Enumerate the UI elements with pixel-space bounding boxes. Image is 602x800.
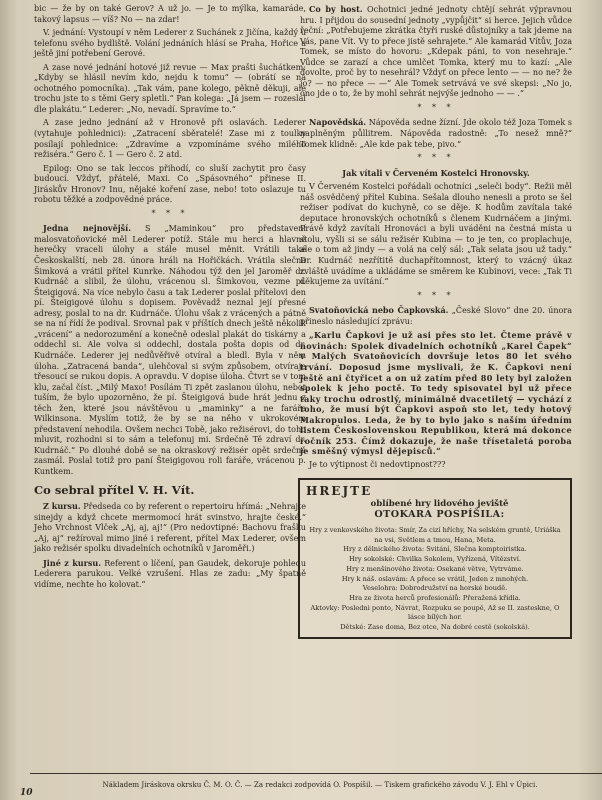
ad-line: Veselohra: Dobrodružství na horské boudě. <box>362 584 508 593</box>
paragraph: Je to výtipnost či nedovtipnost??? <box>309 459 446 469</box>
article-lead: Z kursu. <box>43 501 81 512</box>
ad-line: Aktovky: Posledni ponto, Návrat, Rozpuku se poupě, Až se II. zasteskne, O lásce bílých hor. <box>310 603 560 622</box>
section-separator: * * * <box>417 290 455 300</box>
ad-line: Hra ze života herců profesionálů: Přeražená křídla. <box>349 593 521 602</box>
article-paragraph <box>300 305 572 327</box>
ad-title: HREJTE <box>306 484 373 499</box>
section-separator: * * * <box>151 208 189 218</box>
article-lead: Napovědská. <box>309 117 367 128</box>
advertisement-box <box>298 478 572 638</box>
left-column <box>34 4 306 593</box>
right-column <box>300 4 572 639</box>
section-separator: * * * <box>417 153 455 163</box>
paragraph: Epilog: Ono se tak leccos přihodí, co sluší zachytit pro časy budoucí. Vždyť, přátelé, Maxi. Co „Spásovného“ přinese II. Jiráskův Hronov? Inu, nějaké koření zase, nebo! toto oslazuje tu robotu těžké a zodpovědné práce. <box>34 163 306 205</box>
quote-paragraph: „Karlu Čapkovi je už asi přes sto let. Čteme právě v novinách: Spolek divadelních ochotníků „Karel Čapek“ v Malých Svatoňovicích dovršuje letos 80 let svého trvání. Doposud jsme myslivali, že K. Čapkovi není ještě ani čtyřicet a on už zatím před 80 lety byl založen spolek k jeho poctě. To tedy spisovatel byl už přece taky trochu odrostlý, minimálně dvacetiletý — vychází z toho, že musí být Čapkovi aspoň sto let, tedy hotový Makropulos. Leda, že by to bylo jako s naším úředním listem Československou Republikou, která má dokonce ročník 253. Čímž dokazuje, že naše třísetaletá poroba je směšný výmysl dějepisců.“ <box>300 330 572 457</box>
article-body: Ochotnici jedné jednoty chtějí sehrát výpravnou hru. I přijdou do sousední jednoty „vypůjčit“ si herce. Jejich vůdce řeční: „Potřebujeme zkrátka čtyři ruské důstojníky a tak jdeme na Vás, pane Vít. Vy to přece jistě sehrajete.“ Ale kamarád Vítův, Joza Tomek, se místo do hovoru: „Kdepak páni, to von nesehraje.“ Vůdce se zarazí a chce umlčet Tomka, který mu to kazí: „Ale dovolte, proč by to nesehrál? Vždyť on přece lento — — no ne? že jo? — no přece — —“ Ale Tomek setrvává ve své skepsi: „No jo, ono jde o to, že by mohl sehrát nejvýše jednoho — — .“ <box>300 5 572 99</box>
footer-imprint: Nákladem Jiráskova okrsku Č. M. O. Č. — Za redakci zodpovídá O. Pospíšil. — Tiskem grafického závodu V. J. Ehl v Úpici. <box>102 780 538 789</box>
paragraph: bic — že by on také Gerov? A už jo. — Je to mýlka, kamaráde, takový lapsus — víš? No — na zdar! <box>34 4 306 24</box>
paragraph: A zase nové jednání hotové již revue — Max prašti šuchátkem: „Kdyby se hlásil nevím kdo, nejdu k tomu“ — (obrátí se na ochotného pomocníka). „Tak vám, pane kolego, pěkně děkuji, ale trochu jste to s těmi Gery spletli.“ Pan kolega: „Já jsem — rozeslal dle plakátu.“ Lederer: „No, nevadí. Spravíme to.“ <box>34 62 306 114</box>
article-body: „České Slovo“ dne 20. února přineslo následující zprávu: <box>300 306 572 326</box>
article-lead: Jedna nejnovější. <box>43 223 132 234</box>
article-paragraph <box>300 4 572 100</box>
paragraph: V. jednání: Vystoupí v něm Lederer z Suchánek z Jičína, každý u telefonu svého bydliště. Volání jednáních hlásí se Praha, Hořice a ještě jiní potřebení Gerové. <box>34 28 306 59</box>
paragraph: V Červeném Kostelci pořádali ochotníci „seleči body“. Režii měl náš osvědčený přítel Kubina. Sešala dlouho nenesli a proto se šel režiser podívat do kuchyně, co se děje. K hodům zavítala také deputace hronovských ochotníků s členem Kudrnáčem a jinými. Právě když zavítali Hronováci a byli uváděni na čestná místa u stolu, vyšli si se sálu režisér Kubina — to je ten, co proplachuje, ale o tom až jindy — a volá na celý sál: „Tak selata jsou už tady.“ Dr. Kudrnáč nezřítitě duchapřítomnost, který to vzácný úkaz zvláště uvádíme a ukládáme se směrem ke Kubinovi, vece: „Tak Ti děkujeme za uvítání.“ <box>300 182 572 287</box>
article-body: Nápověda sedne žízní. Jde okolo též Joza Tomek s naplněným půllitrem. Nápověda radostně: „To nesež mně?“ Tomek klidně: „Ale kde pak tebe, pivo.“ <box>300 118 573 149</box>
article-lead: Co by host. <box>309 4 363 14</box>
ad-line: Hry k náš. oslavám: A přece se vrátil, Jeden z mnohých. <box>341 574 529 583</box>
article-lead: Jiné z kursu. <box>43 557 102 568</box>
article-paragraph <box>34 223 306 477</box>
article-paragraph <box>34 558 306 591</box>
article-heading: Jak vítali v Červeném Kostelci Hronovsky. <box>342 167 530 178</box>
article-paragraph <box>34 501 306 555</box>
section-heading: Co sebral přítel V. H. Vít. <box>34 482 195 497</box>
ad-line: Hry z dělnického života: Svitání, Slečna komptoiristka. <box>343 545 527 554</box>
ad-line: Hry z venkovského života: Smír, Za cizí hříchy, Na selském gruntě, Uriáška na vsi, Světlem a tmou, Hana, Meta. <box>309 526 561 544</box>
ad-subtitle: oblíbené hry lidového jeviště <box>370 498 509 509</box>
ad-line: Hry z menšinového života: Osekané větve, Vytrváme. <box>346 564 524 573</box>
section-separator: * * * <box>417 102 455 112</box>
ad-line: Hry sokolské: Chvilka Sokolem, Vyřízená, Vítězství. <box>348 555 521 564</box>
article-lead: Svatoňovická nebo Čapkovská. <box>309 305 449 316</box>
article-body: Předseda co by referent o repertoiru hřímá: „Nehrajte sinejdy a když chcete mermomocí hrát svinstvo, hrajte české.“ Jeho Vrchnost Vlček „Aj, aj, aj!“ (Pro nedovtipné: Bachovu frašku „Aj, aj“ režíroval mimo jiné i referent, přítel Max Lederer, ovšem jako režisér spolku divadelních ochotníků v Jaroměři.) <box>34 502 306 554</box>
article-body: Referent o líčení, pan Gaudek, dekoruje pohledu Lederera parukou. Velké vzrušení. Hlas ze zadu: „My špatně vidíme, nechte ho kolovat.“ <box>34 558 307 589</box>
ad-line: Dětské: Zase doma, Bez otce, Na dobré cestě (sokolská). <box>340 623 530 632</box>
paragraph: A zase jedno jednání až v Hronově při oslavách. Lederer (vytahuje pohlednici): „Zatracení sběratelé! Zase mi z toulky posílají pohlednice: „Zdravíme a vzpomínáme svého milého režiséra.“ Gero č. 1 — Gero č. 2 atd. <box>34 118 306 160</box>
article-body: S „Maminkou“ pro představení malosvatoňovické měl Lederer potíž. Stále mu herci a hlavně herečky vraceli úlohy a stále musel měnit. Vrátili také Českoskalští, neb 28. února hráli na Hořičkách. Vrátila slečna Šimková a vrátil přítel Kunrke. Náhodou týž den jel Jaroměř dr. Kudrnáč a slibil, že úlohu, vrácenou sl. Šimkovou, vezme pí. Šteigigová. Na více nebylo času a tak Lederer poslal přítelovi den pí. Šteigigové úlohu s dopisem. Pověvadž neznal její přesné adresy, poslal to na dr. Kudrnáče. Úlohu však z vrácených a pátně se na ní řídí že podival. Srovnal pak v příštích dnech ještě několik „vrácení“ a nedorozumění a konečně odeslal plakát do tiskárny a oddechl si. Ale volva si oddechl, dostala pošta dopis od dr. Kudrnáče. Lederer jej nedůvěřivě otvíral a bledl. Byla v něm úloha. „Zatracená banda“, ulehčoval si svým způsobem, otvíraje třesoucí se rukou dopis. A opravdu. V dopise úloha. Čtvrt se v tom klu, začal číst. „Milý Maxo! Posílám Ti zpět zaslanou úlohu, nebot tuším, že bylo upozorněno, že pí. Šteigigová bude hrát jednu z těch žen, které jsou návštěvou u „maminky“ a ne faráře Wilkinsona. Myslím totiž, že by se na něho v ukrokovém představení nehodila. Ovšem nechci Tobě, jako režisérovi, do toho mluvit, rozhodni si to sám a telefonuj mi. Srdečně Tě zdraví dr. Kudrnáč.“ Po dlouhé době se na okraskový režisér opět srdečně zasmál. Poslal totiž pro paní Šteigigovou roli faráře, vrácenou p. Kuntkem. <box>34 224 306 476</box>
footer-rule <box>30 773 602 774</box>
article-paragraph <box>300 117 572 150</box>
ad-publisher: OTOKARA POSPÍŠILA: <box>374 508 505 520</box>
page-number: 10 <box>20 788 33 798</box>
